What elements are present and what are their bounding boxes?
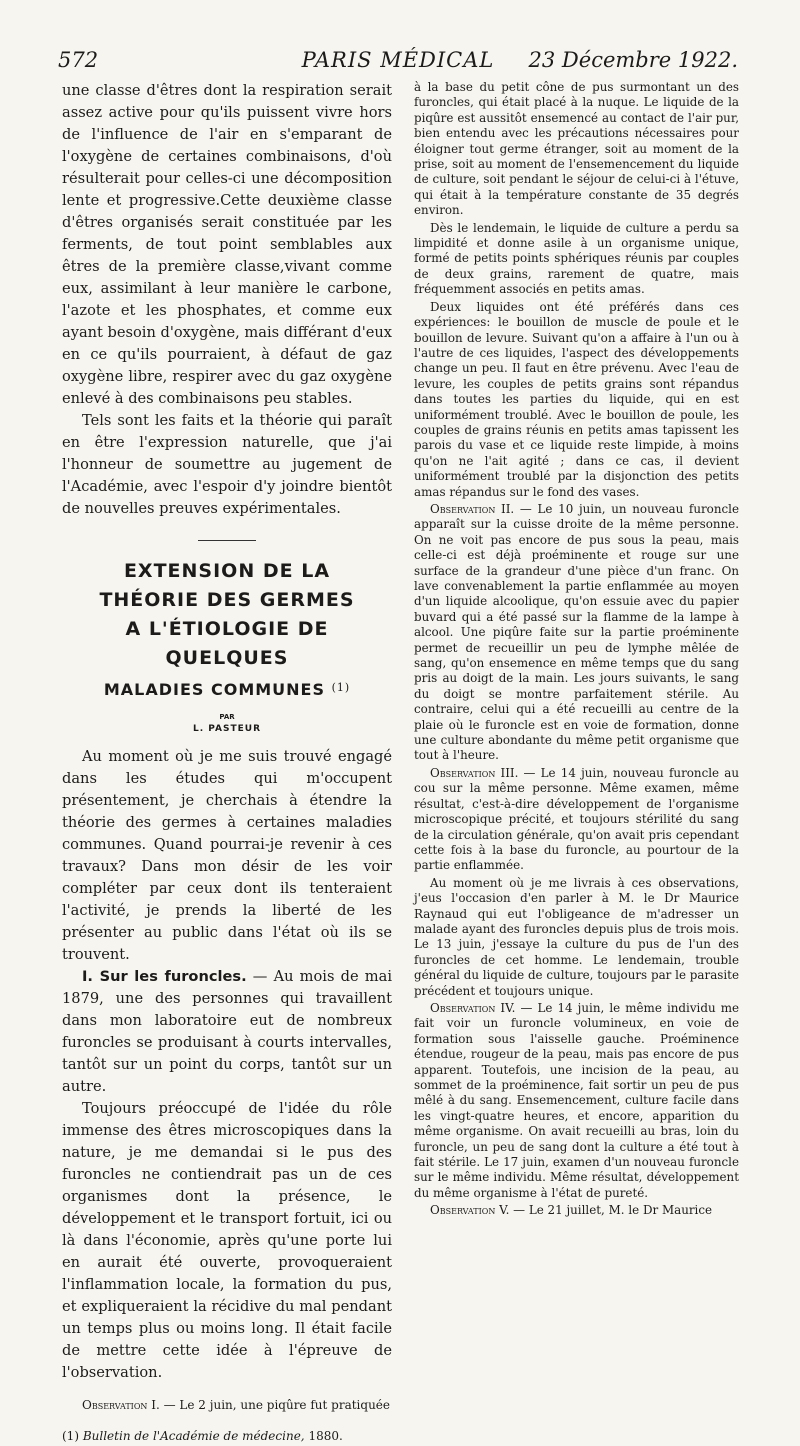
- running-header: [58, 48, 738, 78]
- paragraph-text: — Le 21 juillet, M. le Dr Maurice: [509, 1203, 713, 1218]
- title-line: [62, 673, 392, 704]
- paragraph: [414, 1001, 739, 1201]
- paragraph: Tels sont les faits et la théorie qui paraît en être l'expression naturelle, que j'ai l'honneur de soumettre au jugement de l'Académie, avec l'espoir d'y joindre bientôt de nouvelles preuves expérimentales.: [62, 412, 392, 517]
- paragraph: à la base du petit cône de pus surmontant un des furoncles, qui était placé à la nuque. Le liquide de la piqûre est aussitôt ensemencé au contact de l'air pur, bien entendu avec les précautions nécessaires pour éloigner tout germe étranger, soit au moment de la prise, soit au moment de l'ensemencement du liquide de culture, soit pendant le séjour de celui-ci à l'étuve, qui était à la température constante de 35 degrés environ.: [414, 80, 739, 218]
- observation-label: Observation II.: [430, 501, 515, 516]
- paragraph-text: — Au mois de mai 1879, une des personnes qui travaillent dans mon laboratoire eut de nombreux furoncles se produisant à courts intervalles, tantôt sur un point du corps, tantôt sur un autre.: [62, 968, 392, 1095]
- paragraph: [414, 502, 739, 764]
- section-heading: I. Sur les furoncles.: [82, 968, 247, 985]
- issue-date: 23 Décembre 1922.: [528, 48, 738, 72]
- title-line: THÉORIE DES GERMES: [99, 589, 355, 611]
- footnote-number: (1): [62, 1429, 79, 1443]
- page-number: 572: [58, 48, 99, 72]
- footnote-ref: (1): [331, 681, 351, 694]
- title-line-text: MALADIES COMMUNES: [103, 680, 325, 699]
- paragraph: Toujours préoccupé de l'idée du rôle immense des êtres microscopiques dans la nature, je me demandai si le pus des furoncles ne contiendrait pas un de ces organismes dont la présence, le développement et le transport fortuit, ici ou là dans l'économie, après qu'une porte lui en aurait été ouverte, provoqueraient l'inflammation locale, la formation du pus, et expliqueraient la récidive du mal pendant un temps plus ou moins long. Il était facile de mettre cette idée à l'épreuve de l'observation.: [62, 1100, 392, 1381]
- title-line: EXTENSION DE LA: [123, 560, 331, 582]
- footnote-source: Bulletin de l'Académie de médecine,: [82, 1429, 305, 1443]
- footnote-year: 1880.: [304, 1429, 343, 1443]
- paragraph-text: — Le 10 juin, un nouveau furoncle apparaît sur la cuisse droite de la même personne. On ne voit pas encore de pus sous la peau, mais celle-ci est déjà proéminente et rouge sur une surface de la grandeur d'une pièce d'un franc. On lave convenablement la partie enflammée au moyen d'un liquide alcoolique, qu'on essuie avec du papier buvard qui a été passé sur la flamme de la lampe à alcool. Une piqûre faite sur la partie proéminente permet de recueillir un peu de lymphe mêlée de sang, qu'on ensemence en même temps que du sang pris au doigt de la main. Les jours suivants, le sang du doigt se montre parfaitement stérile. Au contraire, celui qui a été recueilli au centre de la plaie où le furoncle est en voie de formation, donne une culture abondante du même petit organisme que tout à l'heure.: [414, 501, 739, 763]
- observation-label: Observation IV.: [430, 1000, 516, 1015]
- observation-label: Observation III.: [430, 765, 519, 780]
- paragraph: [62, 1394, 392, 1416]
- paragraph: Dès le lendemain, le liquide de culture a perdu sa limpidité et donne asile à un organisme unique, formé de petits points sphériques réunis par couples de deux grains, rarement de quatre, mais fréquemment associés en petits amas.: [414, 220, 739, 297]
- paragraph: [414, 1203, 739, 1218]
- paragraph: Deux liquides ont été préférés dans ces expériences: le bouillon de muscle de poule et le bouillon de levure. Suivant qu'on a affaire à l'un ou à l'autre de ces liquides, l'aspect des développements change un peu. Il faut en être prévenu. Avec l'eau de levure, les couples de petits grains sont répandus dans toutes les parties du liquide, qui en est uniformément troublé. Avec le bouillon de poule, les couples de grains réunis en petits amas tapissent les parois du vase et ce liquide reste limpide, à moins qu'on ne l'ait agité ; dans ce cas, il devient uniformément troublé par la disjonction des petits amas répandus sur le fond des vases.: [414, 299, 739, 499]
- byline-par: PAR: [219, 713, 235, 721]
- article-title: [62, 557, 392, 704]
- paragraph-text: — Le 14 juin, nouveau furoncle au cou sur la même personne. Même examen, même résultat, c'est-à-dire développement de l'organisme microscopique précité, et toujours stérilité du sang de la circulation générale, qu'on avait pris cependant cette fois à la base du furoncle, au pourtour de la partie enflammée.: [414, 765, 739, 873]
- paragraph: Au moment où je me livrais à ces observations, j'eus l'occasion d'en parler à M. le Dr Maurice Raynaud qui eut l'obligeance de m'adresser un malade ayant des furoncles depuis plus de trois mois. Le 13 juin, j'essaye la culture du pus de l'un des furoncles de cet homme. Le lendemain, trouble général du liquide de culture, toujours par le parasite précédent et toujours unique.: [414, 875, 739, 998]
- journal-title: PARIS MÉDICAL: [301, 48, 495, 72]
- paragraph: [62, 966, 392, 1098]
- paragraph-text: — Le 2 juin, une piqûre fut pratiquée: [159, 1398, 390, 1412]
- paragraph: une classe d'êtres dont la respiration serait assez active pour qu'ils puissent vivre hors de l'influence de l'air en s'emparant de l'oxygène de certaines combinaisons, d'où résulterait pour celles-ci une décomposition lente et progressive.Cette deuxième classe d'êtres organisés serait constituée par les ferments, de tout point semblables aux êtres de la première classe,vivant comme eux, assimilant à leur manière le carbone, l'azote et les phosphates, et comme eux ayant besoin d'oxygène, mais différant d'eux en ce qu'ils pourraient, à défaut de gaz oxygène libre, respirer avec du gaz oxygène enlevé à des combinaisons peu stables.: [62, 82, 392, 407]
- observation-label: Observation I.: [82, 1398, 160, 1412]
- author-name: L. PASTEUR: [192, 724, 262, 734]
- section-divider: [198, 540, 256, 541]
- paragraph: Au moment où je me suis trouvé engagé dans les études qui m'occupent présentement, je cherchais à étendre la théorie des germes à certaines maladies communes. Quand pourrai-je revenir à ces travaux? Dans mon désir de les voir compléter par ceux dont ils tenteraient l'activité, je prends la liberté de les présenter au public dans l'état où ils se trouvent.: [62, 748, 392, 963]
- paragraph-text: — Le 14 juin, le même individu me fait voir un furoncle volumineux, en voie de formation sous l'aisselle gauche. Proéminence étendue, rougeur de la peau, mais pas encore de pus apparent. Toutefois, une incision de la peau, au sommet de la proéminence, fait sortir un peu de pus mêlé à du sang. Ensemencement, culture facile dans les vingt-quatre heures, et encore, apparition du même organisme. On avait recueilli au bras, loin du furoncle, un peu de sang dont la culture a été tout à fait stérile. Le 17 juin, examen d'un nouveau furoncle sur le même individu. Même résultat, développement du même organisme à l'état de pureté.: [414, 1000, 740, 1200]
- left-column: [62, 80, 392, 1446]
- footnote: [62, 1426, 392, 1446]
- paragraph: [414, 766, 739, 874]
- title-line: A L'ÉTIOLOGIE DE QUELQUES: [125, 618, 329, 669]
- observation-label: Observation V.: [430, 1203, 510, 1218]
- right-column: [414, 80, 739, 1221]
